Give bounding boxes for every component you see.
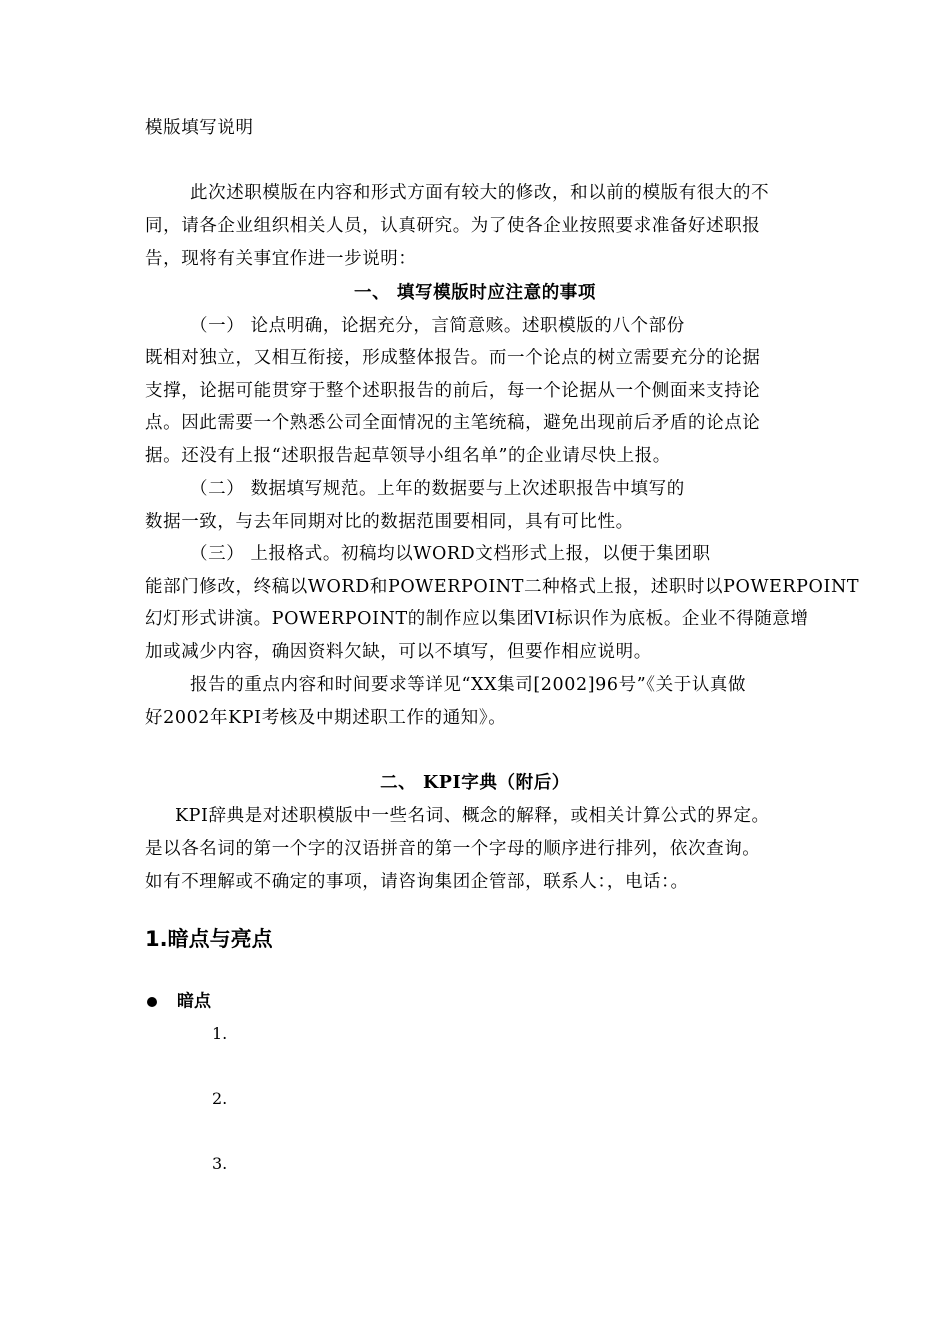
section2-line-1: KPI辞典是对述职模版中一些名词、概念的解释，或相关计算公式的界定。 bbox=[175, 806, 770, 826]
item3-line-1: （三） 上报格式。初稿均以WORD文档形式上报，以便于集团职 bbox=[190, 544, 711, 564]
item3-line-4: 加或减少内容，确因资料欠缺，可以不填写，但要作相应说明。 bbox=[145, 642, 652, 662]
intro-line-3: 告，现将有关事宜作进一步说明： bbox=[145, 249, 417, 269]
numbered-item-2: 2. bbox=[212, 1089, 228, 1108]
doc-title: 模版填写说明 bbox=[145, 118, 254, 138]
item3-line-2: 能部门修改，终稿以WORD和POWERPOINT二种格式上报，述职时以POWERPOINT bbox=[145, 577, 860, 597]
item2-line-2: 数据一致，与去年同期对比的数据范围要相同，具有可比性。 bbox=[145, 512, 634, 532]
item2-line-1: （二） 数据填写规范。上年的数据要与上次述职报告中填写的 bbox=[190, 479, 685, 499]
item3-line-3: 幻灯形式讲演。POWERPOINT的制作应以集团VI标识作为底板。企业不得随意增 bbox=[145, 609, 809, 629]
bullet-item bbox=[147, 990, 211, 1013]
closing-line-1: 报告的重点内容和时间要求等详见“XX集司[2002]96号”《关于认真做 bbox=[190, 675, 747, 695]
intro-line-1: 此次述职模版在内容和形式方面有较大的修改，和以前的模版有很大的不 bbox=[190, 183, 770, 203]
item1-line-5: 据。还没有上报“述职报告起草领导小组名单”的企业请尽快上报。 bbox=[145, 446, 671, 466]
intro-line-2: 同，请各企业组织相关人员，认真研究。为了使各企业按照要求准备好述职报 bbox=[145, 216, 761, 236]
numbered-item-1: 1. bbox=[212, 1024, 228, 1043]
item1-line-1: （一） 论点明确，论据充分，言简意赅。述职模版的八个部份 bbox=[190, 316, 685, 336]
section2-line-3: 如有不理解或不确定的事项，请咨询集团企管部，联系人：，电话：。 bbox=[145, 872, 689, 892]
chapter-heading: 1.暗点与亮点 bbox=[145, 927, 273, 951]
item1-line-3: 支撑，论据可能贯穿于整个述职报告的前后，每一个论据从一个侧面来支持论 bbox=[145, 381, 761, 401]
bullet-label: 暗点 bbox=[177, 991, 211, 1012]
section2-heading: 二、 KPI字典（附后） bbox=[380, 773, 570, 793]
section2-line-2: 是以各名词的第一个字的汉语拼音的第一个字母的顺序进行排列，依次查询。 bbox=[145, 839, 761, 859]
bullet-dot-icon bbox=[147, 997, 157, 1007]
item1-line-2: 既相对独立，又相互衔接，形成整体报告。而一个论点的树立需要充分的论据 bbox=[145, 348, 761, 368]
closing-line-2: 好2002年KPI考核及中期述职工作的通知》。 bbox=[145, 708, 507, 728]
section1-heading: 一、 填写模版时应注意的事项 bbox=[354, 283, 596, 303]
numbered-item-3: 3. bbox=[212, 1154, 228, 1173]
item1-line-4: 点。因此需要一个熟悉公司全面情况的主笔统稿，避免出现前后矛盾的论点论 bbox=[145, 413, 761, 433]
